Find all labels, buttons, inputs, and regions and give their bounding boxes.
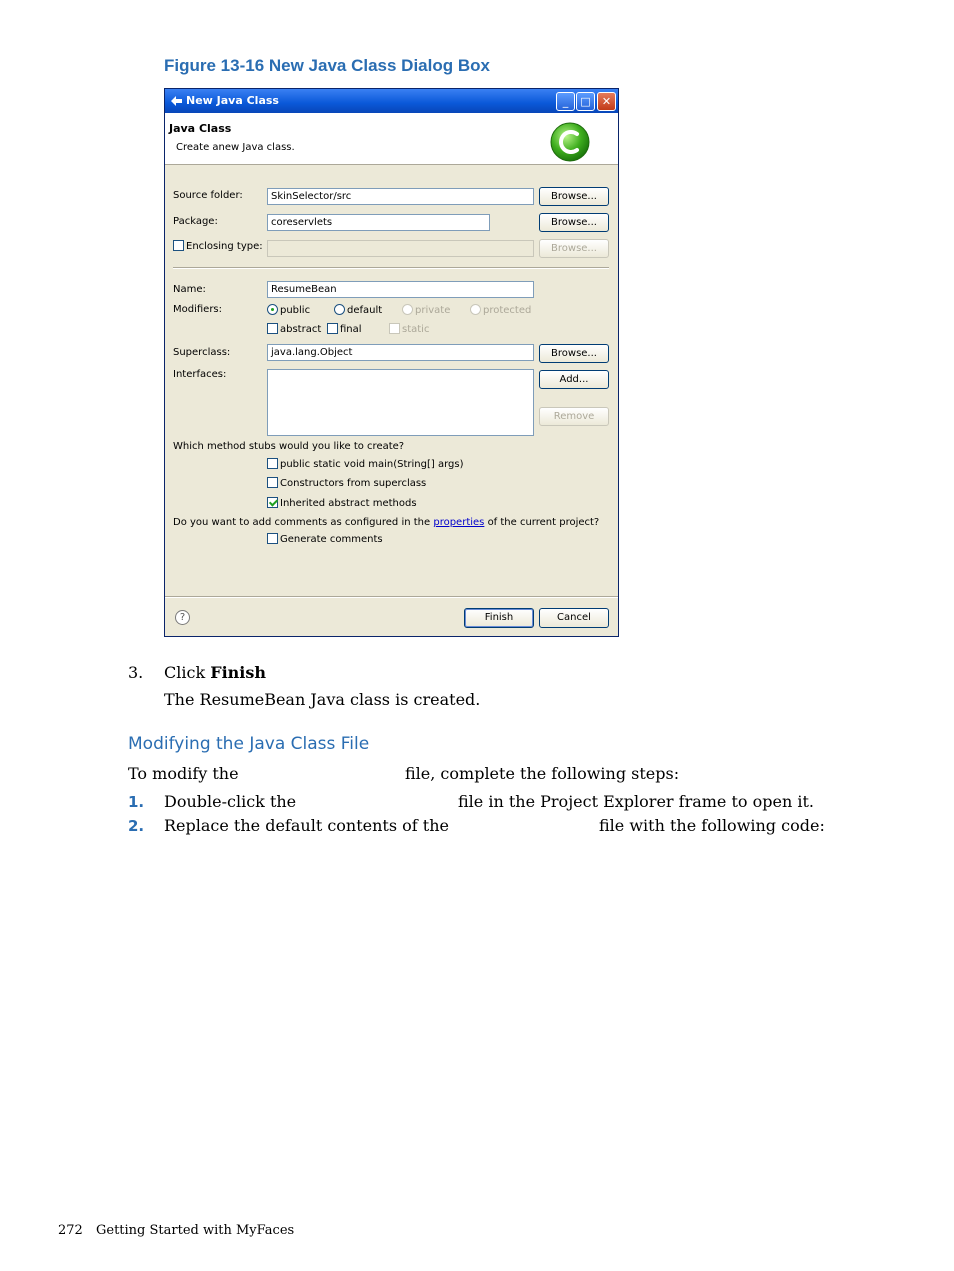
abstract-checkbox[interactable]	[267, 323, 278, 334]
finish-button[interactable]: Finish	[464, 608, 534, 628]
close-button[interactable]: ✕	[597, 92, 616, 111]
package-browse-button[interactable]: Browse...	[539, 213, 609, 232]
generate-comments-option[interactable]	[267, 533, 383, 547]
interfaces-label: Interfaces:	[173, 369, 227, 380]
footer-separator	[165, 596, 618, 598]
source-folder-label: Source folder:	[173, 190, 243, 201]
figure-caption: Figure 13-16 New Java Class Dialog Box	[164, 56, 490, 75]
step3-number: 3.	[128, 663, 144, 682]
enclosing-type-option[interactable]	[173, 240, 263, 254]
static-label: static	[402, 324, 430, 335]
maximize-button[interactable]: □	[576, 92, 595, 111]
private-radio	[402, 304, 413, 315]
section-heading: Modifying the Java Class File	[128, 734, 370, 754]
step3-prefix: Click	[164, 663, 206, 682]
stub-inherited-option[interactable]	[267, 497, 417, 511]
modifiers-label: Modifiers:	[173, 304, 223, 315]
comments-question-post: of the current project?	[487, 517, 600, 528]
step2-number: 2.	[128, 817, 145, 835]
stub-constructors-checkbox[interactable]	[267, 477, 278, 488]
window-app-icon	[170, 95, 183, 107]
stubs-question: Which method stubs would you like to create?	[173, 441, 405, 452]
default-radio[interactable]	[334, 304, 345, 315]
interfaces-add-button[interactable]: Add...	[539, 370, 609, 389]
superclass-browse-button[interactable]: Browse...	[539, 344, 609, 363]
enclosing-type-browse-button: Browse...	[539, 239, 609, 258]
dialog-titlebar[interactable]	[165, 89, 618, 113]
step1-post: file in the Project Explorer frame to open it.	[458, 792, 814, 811]
protected-radio	[470, 304, 481, 315]
source-folder-browse-button[interactable]: Browse...	[539, 187, 609, 206]
modifier-abstract-option[interactable]	[267, 323, 321, 337]
banner-title: Java Class	[169, 122, 232, 135]
final-label: final	[340, 324, 362, 335]
intro-post: file, complete the following steps:	[405, 764, 680, 783]
comments-question-pre: Do you want to add comments as configured in the	[173, 517, 431, 528]
comments-question	[173, 516, 599, 530]
abstract-label: abstract	[280, 324, 322, 335]
generate-comments-label: Generate comments	[280, 534, 383, 545]
step3-bold: Finish	[210, 663, 267, 682]
static-checkbox	[389, 323, 400, 334]
separator-1	[173, 267, 609, 269]
help-icon[interactable]: ?	[175, 610, 190, 625]
private-label: private	[415, 305, 451, 316]
cancel-button[interactable]: Cancel	[539, 608, 609, 628]
enclosing-type-checkbox[interactable]	[173, 240, 184, 251]
intro-pre: To modify the	[128, 764, 239, 783]
name-field[interactable]: ResumeBean	[267, 281, 534, 298]
stub-constructors-label: Constructors from superclass	[280, 478, 427, 489]
step2-pre: Replace the default contents of the	[164, 816, 449, 835]
java-class-icon	[549, 121, 591, 163]
stub-main-label: public static void main(String[] args)	[280, 459, 464, 470]
properties-link[interactable]: properties	[433, 517, 485, 528]
source-folder-field[interactable]: SkinSelector/src	[267, 188, 534, 205]
modifier-public-option[interactable]	[267, 304, 310, 318]
modifier-protected-option	[470, 304, 531, 318]
step2-post: file with the following code:	[599, 816, 825, 835]
step1-number: 1.	[128, 793, 145, 811]
public-radio[interactable]	[267, 304, 278, 315]
default-label: default	[347, 305, 383, 316]
banner-description: Create anew Java class.	[176, 142, 295, 153]
modifier-final-option[interactable]	[327, 323, 362, 337]
stub-inherited-label: Inherited abstract methods	[280, 498, 417, 509]
enclosing-type-label: Enclosing type:	[186, 241, 263, 252]
minimize-button[interactable]: _	[556, 92, 575, 111]
dialog-title: New Java Class	[186, 94, 279, 107]
modifier-private-option	[402, 304, 450, 318]
dialog-banner	[165, 113, 618, 165]
enclosing-type-field	[267, 240, 534, 257]
name-label: Name:	[173, 284, 206, 295]
interfaces-list[interactable]	[267, 369, 534, 436]
package-field[interactable]: coreservlets	[267, 214, 490, 231]
modifier-static-option	[389, 323, 429, 337]
step3-text	[164, 663, 266, 682]
superclass-field[interactable]: java.lang.Object	[267, 344, 534, 361]
step3-result: The ResumeBean Java class is created.	[164, 690, 481, 709]
public-label: public	[280, 305, 311, 316]
protected-label: protected	[483, 305, 532, 316]
step1-pre: Double-click the	[164, 792, 297, 811]
interfaces-remove-button: Remove	[539, 407, 609, 426]
stub-main-option[interactable]	[267, 458, 463, 472]
stub-inherited-checkbox[interactable]	[267, 497, 278, 508]
superclass-label: Superclass:	[173, 347, 231, 358]
stub-constructors-option[interactable]	[267, 477, 426, 491]
package-label: Package:	[173, 216, 218, 227]
new-java-class-dialog	[164, 88, 619, 637]
final-checkbox[interactable]	[327, 323, 338, 334]
generate-comments-checkbox[interactable]	[267, 533, 278, 544]
modifier-default-option[interactable]	[334, 304, 382, 318]
footer-title: Getting Started with MyFaces	[96, 1223, 295, 1238]
stub-main-checkbox[interactable]	[267, 458, 278, 469]
footer-page-number: 272	[58, 1223, 83, 1238]
